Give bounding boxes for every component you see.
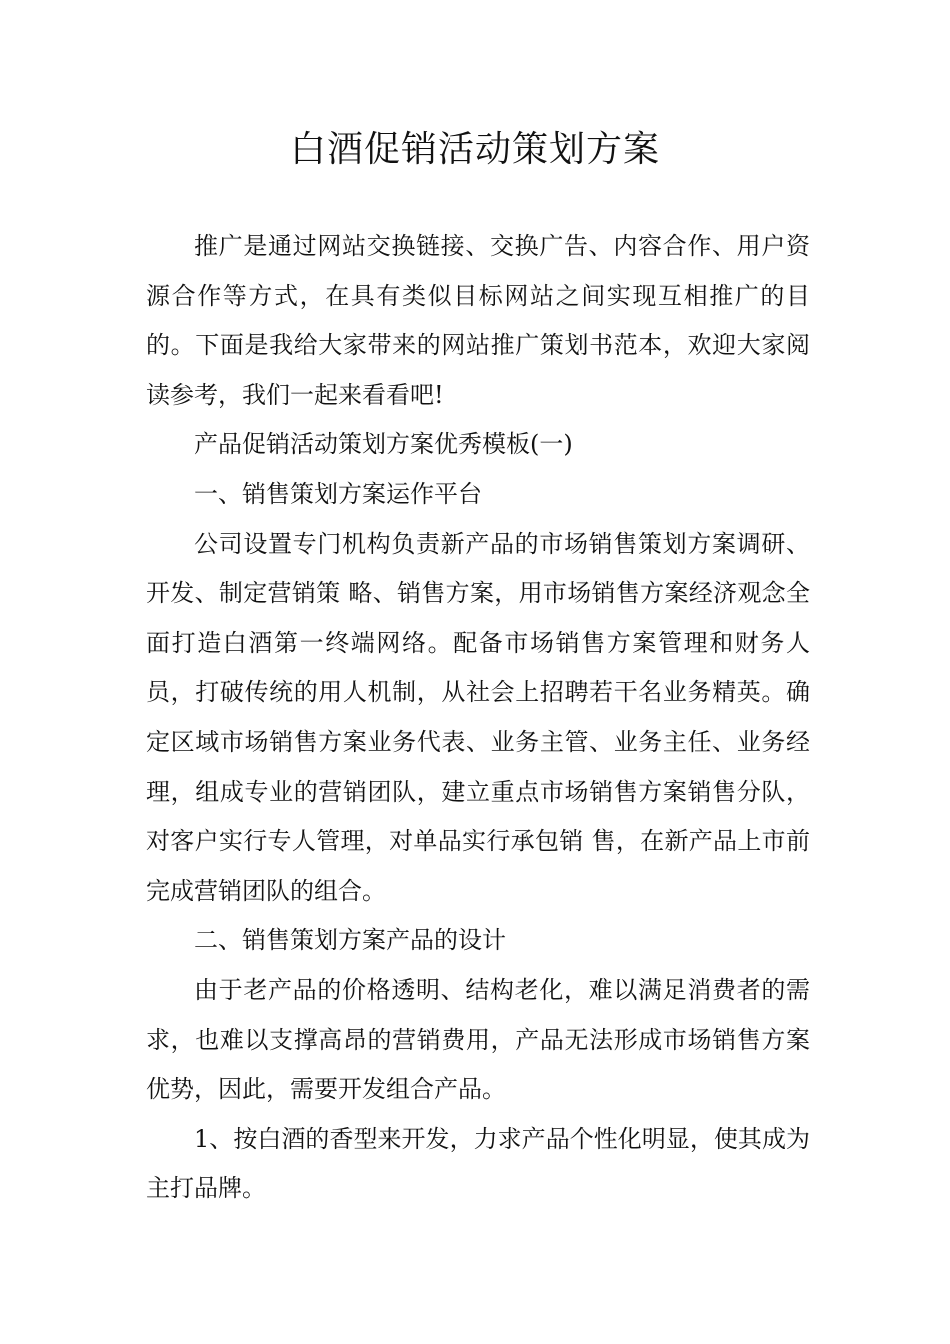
template-heading: 产品促销活动策划方案优秀模板(一) (194, 430, 573, 459)
document-body (146, 222, 810, 1214)
section-2-paragraph: 由于老产品的价格透明、结构老化，难以满足消费者的需求，也难以支撑高昂的营销费用，产品无法形成市场销售方案优势，因此，需要开发组合产品。 (146, 975, 810, 1104)
intro-paragraph: 推广是通过网站交换链接、交换广告、内容合作、用户资源合作等方式，在具有类似目标网站之间实现互相推广的目的。下面是我给大家带来的网站推广策划书范本，欢迎大家阅读参考，我们一起来看看吧! (146, 232, 810, 409)
section-2-item-1: 1、按白酒的香型来开发，力求产品个性化明显，使其成为主打品牌。 (146, 1124, 810, 1203)
page-title: 白酒促销活动策划方案 (289, 129, 660, 170)
section-1-paragraph: 公司设置专门机构负责新产品的市场销售策划方案调研、开发、制定营销策 略、销售方案，用市场销售方案经济观念全面打造白酒第一终端网络。配备市场销售方案管理和财务人员，打破传统的用人机制，从社会上招聘若干名业务精英。确 定区域市场销售方案业务代表、业务主管、业务主任、业务经理，组成专业的营销团队，建立重点市场销售方案销售分队，对客户实行专人管理，对单品实行承包销 售，在新产品上市前完成营销团队的组合。 (146, 529, 810, 905)
section-heading-1: 一、销售策划方案运作平台 (194, 479, 482, 508)
section-heading-2: 二、销售策划方案产品的设计 (194, 926, 506, 955)
